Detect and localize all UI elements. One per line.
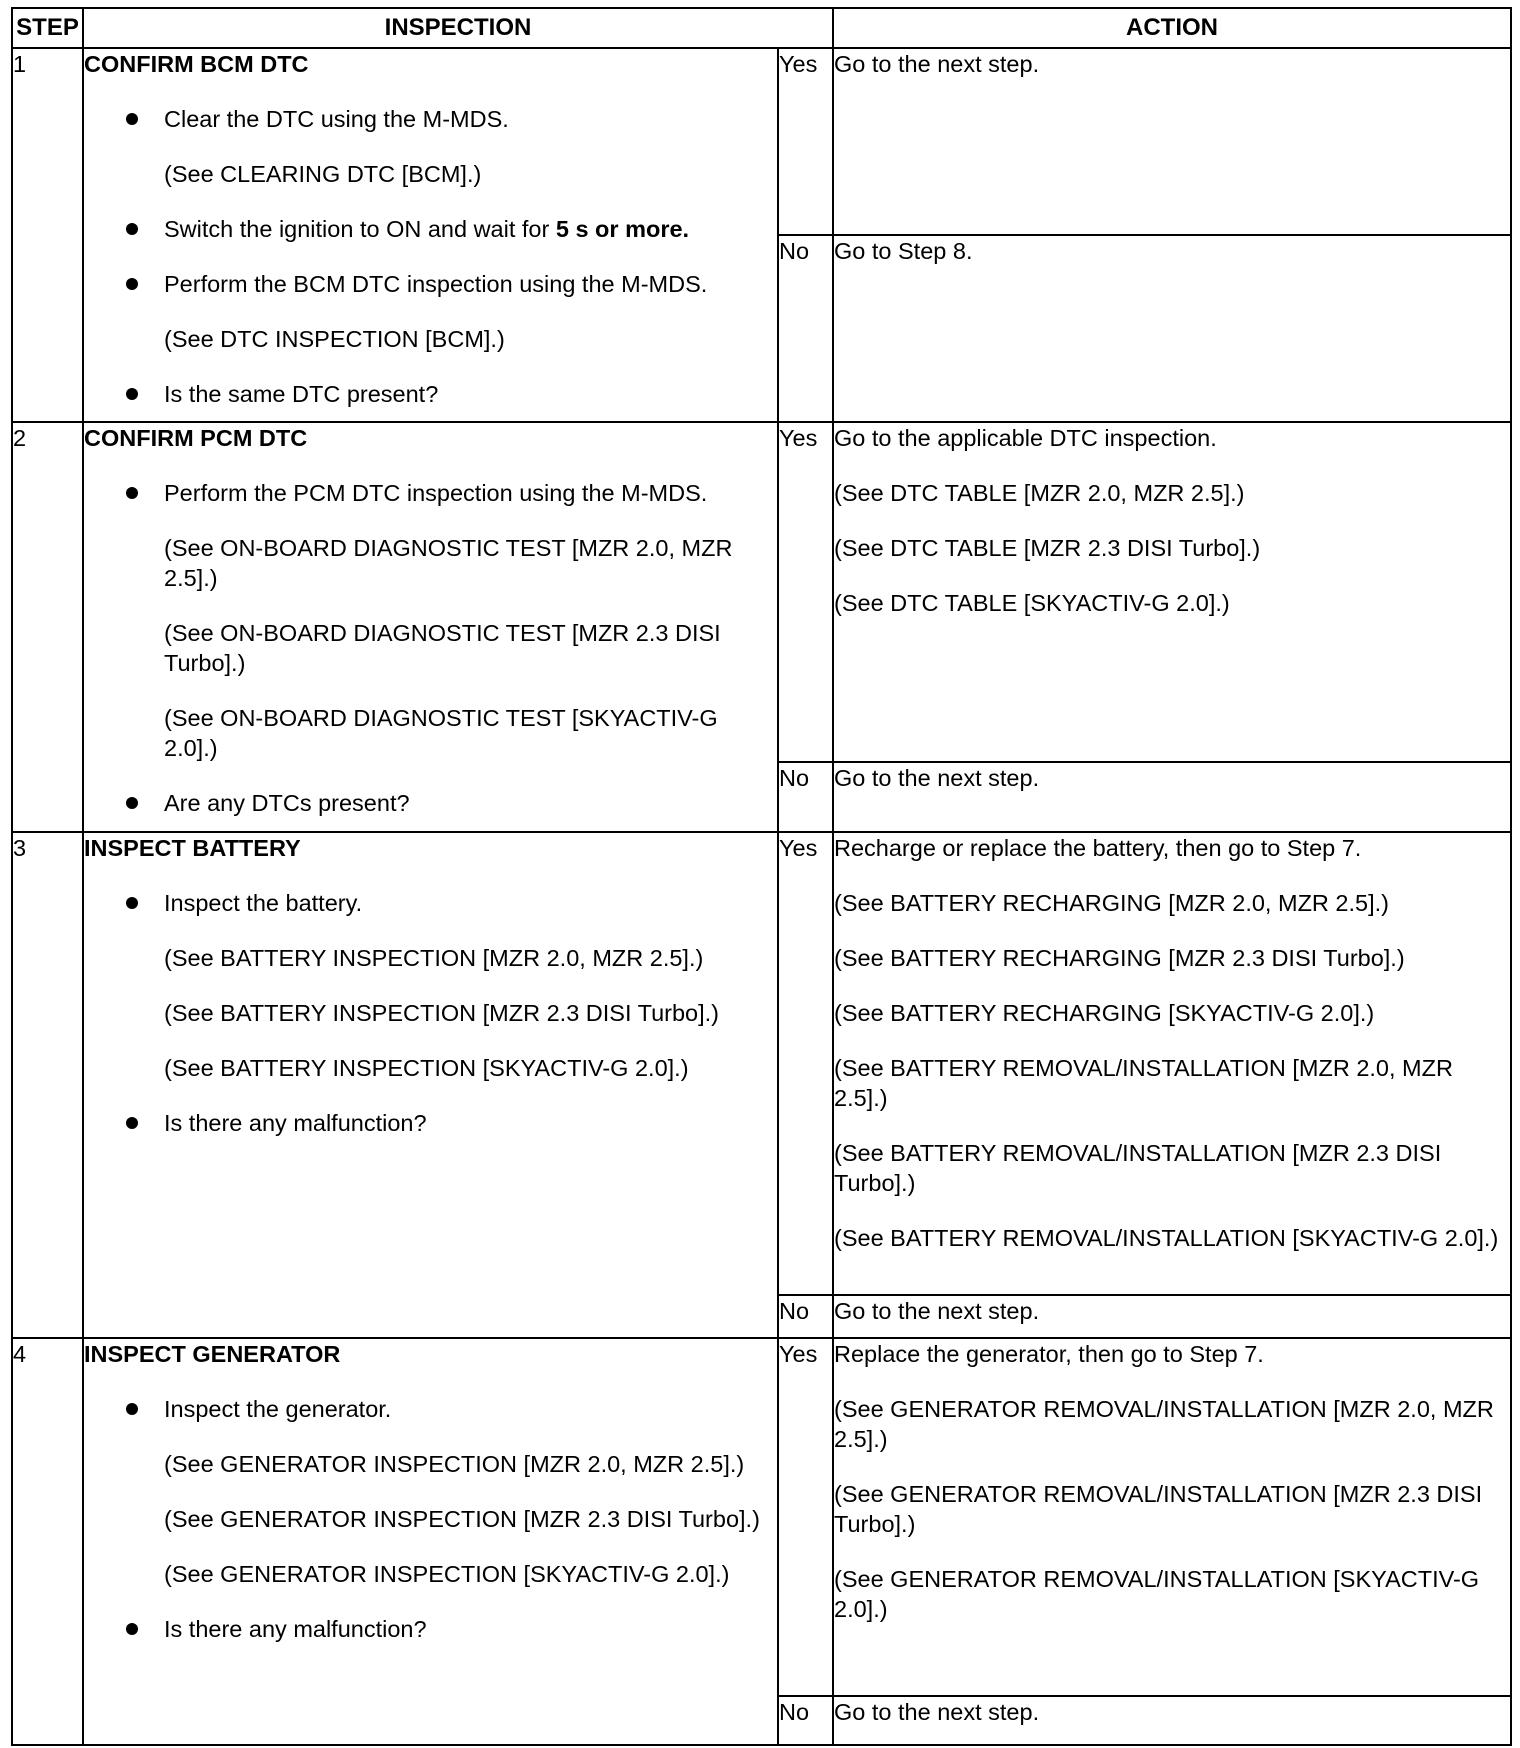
step-4-line-5: Is there any malfunction? bbox=[84, 1614, 777, 1644]
step-1-title: CONFIRM BCM DTC bbox=[84, 51, 309, 77]
step-1-line-2: (See CLEARING DTC [BCM].) bbox=[164, 161, 482, 187]
step-2-line-5: Are any DTCs present? bbox=[84, 788, 777, 818]
step-2-no-action bbox=[833, 762, 1511, 832]
step-3-no-action bbox=[833, 1295, 1511, 1338]
step-4-number: 4 bbox=[12, 1338, 83, 1745]
step-3-line-4: (See BATTERY INSPECTION [SKYACTIV-G 2.0].) bbox=[164, 1055, 689, 1081]
step-3-no-action-1: Go to the next step. bbox=[834, 1298, 1040, 1324]
step-3-yes-action-1: Recharge or replace the battery, then go to Step 7. bbox=[834, 835, 1362, 861]
step-2-line-2: (See ON-BOARD DIAGNOSTIC TEST [MZR 2.0, MZR 2.5].) bbox=[164, 535, 733, 591]
step-1-line-3 bbox=[84, 214, 777, 244]
step-1-no-action-1: Go to Step 8. bbox=[834, 238, 973, 264]
step-3-yes-action-4: (See BATTERY RECHARGING [SKYACTIV-G 2.0].) bbox=[834, 1000, 1375, 1026]
step-3-yes-action-6: (See BATTERY REMOVAL/INSTALLATION [MZR 2.3 DISI Turbo].) bbox=[834, 1140, 1442, 1196]
step-3-line-2: (See BATTERY INSPECTION [MZR 2.0, MZR 2.5].) bbox=[164, 945, 704, 971]
step-4-inspection bbox=[83, 1338, 778, 1745]
step-2-yes-action bbox=[833, 422, 1511, 762]
step-4-yes-action-3: (See GENERATOR REMOVAL/INSTALLATION [MZR 2.3 DISI Turbo].) bbox=[834, 1481, 1483, 1537]
step-4-yes-row bbox=[12, 1338, 1511, 1696]
step-4-line-3: (See GENERATOR INSPECTION [MZR 2.3 DISI Turbo].) bbox=[164, 1506, 760, 1532]
step-1-line-3-text: Switch the ignition to ON and wait for bbox=[164, 216, 556, 242]
step-3-yes-action-7: (See BATTERY REMOVAL/INSTALLATION [SKYACTIV-G 2.0].) bbox=[834, 1225, 1499, 1251]
step-2-yes-action-3: (See DTC TABLE [MZR 2.3 DISI Turbo].) bbox=[834, 535, 1261, 561]
step-3-line-5: Is there any malfunction? bbox=[84, 1108, 777, 1138]
step-1-number: 1 bbox=[12, 48, 83, 422]
step-column-header: STEP bbox=[12, 8, 83, 48]
step-1-yes-action-1: Go to the next step. bbox=[834, 51, 1040, 77]
step-1-yes-row bbox=[12, 48, 1511, 235]
step-2-yes-action-1: Go to the applicable DTC inspection. bbox=[834, 425, 1217, 451]
step-1-line-1: Clear the DTC using the M-MDS. bbox=[84, 104, 777, 134]
step-2-line-4: (See ON-BOARD DIAGNOSTIC TEST [SKYACTIV-G 2.0].) bbox=[164, 705, 718, 761]
step-2-no-action-1: Go to the next step. bbox=[834, 765, 1040, 791]
step-3-yes-label: Yes bbox=[778, 832, 833, 1295]
step-4-yes-action-4: (See GENERATOR REMOVAL/INSTALLATION [SKYACTIV-G 2.0].) bbox=[834, 1566, 1480, 1622]
step-1-line-3-emphasis: 5 s or more. bbox=[555, 216, 690, 242]
step-3-inspection bbox=[83, 832, 778, 1338]
inspection-column-header: INSPECTION bbox=[83, 8, 833, 48]
step-2-no-label: No bbox=[778, 762, 833, 832]
step-2-line-1: Perform the PCM DTC inspection using the M-MDS. bbox=[84, 478, 777, 508]
step-1-no-label: No bbox=[778, 235, 833, 422]
step-3-number: 3 bbox=[12, 832, 83, 1338]
step-1-inspection bbox=[83, 48, 778, 422]
header-row bbox=[12, 8, 1511, 48]
step-3-yes-action-3: (See BATTERY RECHARGING [MZR 2.3 DISI Turbo].) bbox=[834, 945, 1405, 971]
step-4-yes-action bbox=[833, 1338, 1511, 1696]
step-4-line-4: (See GENERATOR INSPECTION [SKYACTIV-G 2.0].) bbox=[164, 1561, 730, 1587]
step-2-yes-action-4: (See DTC TABLE [SKYACTIV-G 2.0].) bbox=[834, 590, 1230, 616]
step-1-yes-label: Yes bbox=[778, 48, 833, 235]
step-4-yes-label: Yes bbox=[778, 1338, 833, 1696]
step-4-no-label: No bbox=[778, 1696, 833, 1745]
step-3-line-3: (See BATTERY INSPECTION [MZR 2.3 DISI Turbo].) bbox=[164, 1000, 720, 1026]
step-3-yes-action bbox=[833, 832, 1511, 1295]
step-4-line-2: (See GENERATOR INSPECTION [MZR 2.0, MZR 2.5].) bbox=[164, 1451, 745, 1477]
step-1-yes-action bbox=[833, 48, 1511, 235]
step-1-line-6: Is the same DTC present? bbox=[84, 379, 777, 409]
step-3-yes-action-2: (See BATTERY RECHARGING [MZR 2.0, MZR 2.5].) bbox=[834, 890, 1389, 916]
action-column-header: ACTION bbox=[833, 8, 1511, 48]
step-2-yes-row bbox=[12, 422, 1511, 762]
step-1-no-action bbox=[833, 235, 1511, 422]
step-3-line-1: Inspect the battery. bbox=[84, 888, 777, 918]
step-1-line-4: Perform the BCM DTC inspection using the M-MDS. bbox=[84, 269, 777, 299]
step-2-yes-action-2: (See DTC TABLE [MZR 2.0, MZR 2.5].) bbox=[834, 480, 1245, 506]
step-3-title: INSPECT BATTERY bbox=[84, 835, 301, 861]
step-3-no-label: No bbox=[778, 1295, 833, 1338]
step-4-yes-action-1: Replace the generator, then go to Step 7. bbox=[834, 1341, 1264, 1367]
step-4-title: INSPECT GENERATOR bbox=[84, 1341, 341, 1367]
step-2-inspection bbox=[83, 422, 778, 832]
step-4-line-1: Inspect the generator. bbox=[84, 1394, 777, 1424]
step-2-yes-label: Yes bbox=[778, 422, 833, 762]
troubleshooting-table bbox=[11, 7, 1512, 1746]
step-4-no-action-1: Go to the next step. bbox=[834, 1699, 1040, 1725]
step-3-yes-row bbox=[12, 832, 1511, 1295]
step-3-yes-action-5: (See BATTERY REMOVAL/INSTALLATION [MZR 2.0, MZR 2.5].) bbox=[834, 1055, 1453, 1111]
step-1-line-5: (See DTC INSPECTION [BCM].) bbox=[164, 326, 505, 352]
step-2-number: 2 bbox=[12, 422, 83, 832]
step-4-yes-action-2: (See GENERATOR REMOVAL/INSTALLATION [MZR 2.0, MZR 2.5].) bbox=[834, 1396, 1494, 1452]
step-4-no-action bbox=[833, 1696, 1511, 1745]
step-2-line-3: (See ON-BOARD DIAGNOSTIC TEST [MZR 2.3 DISI Turbo].) bbox=[164, 620, 721, 676]
step-2-title: CONFIRM PCM DTC bbox=[84, 425, 308, 451]
